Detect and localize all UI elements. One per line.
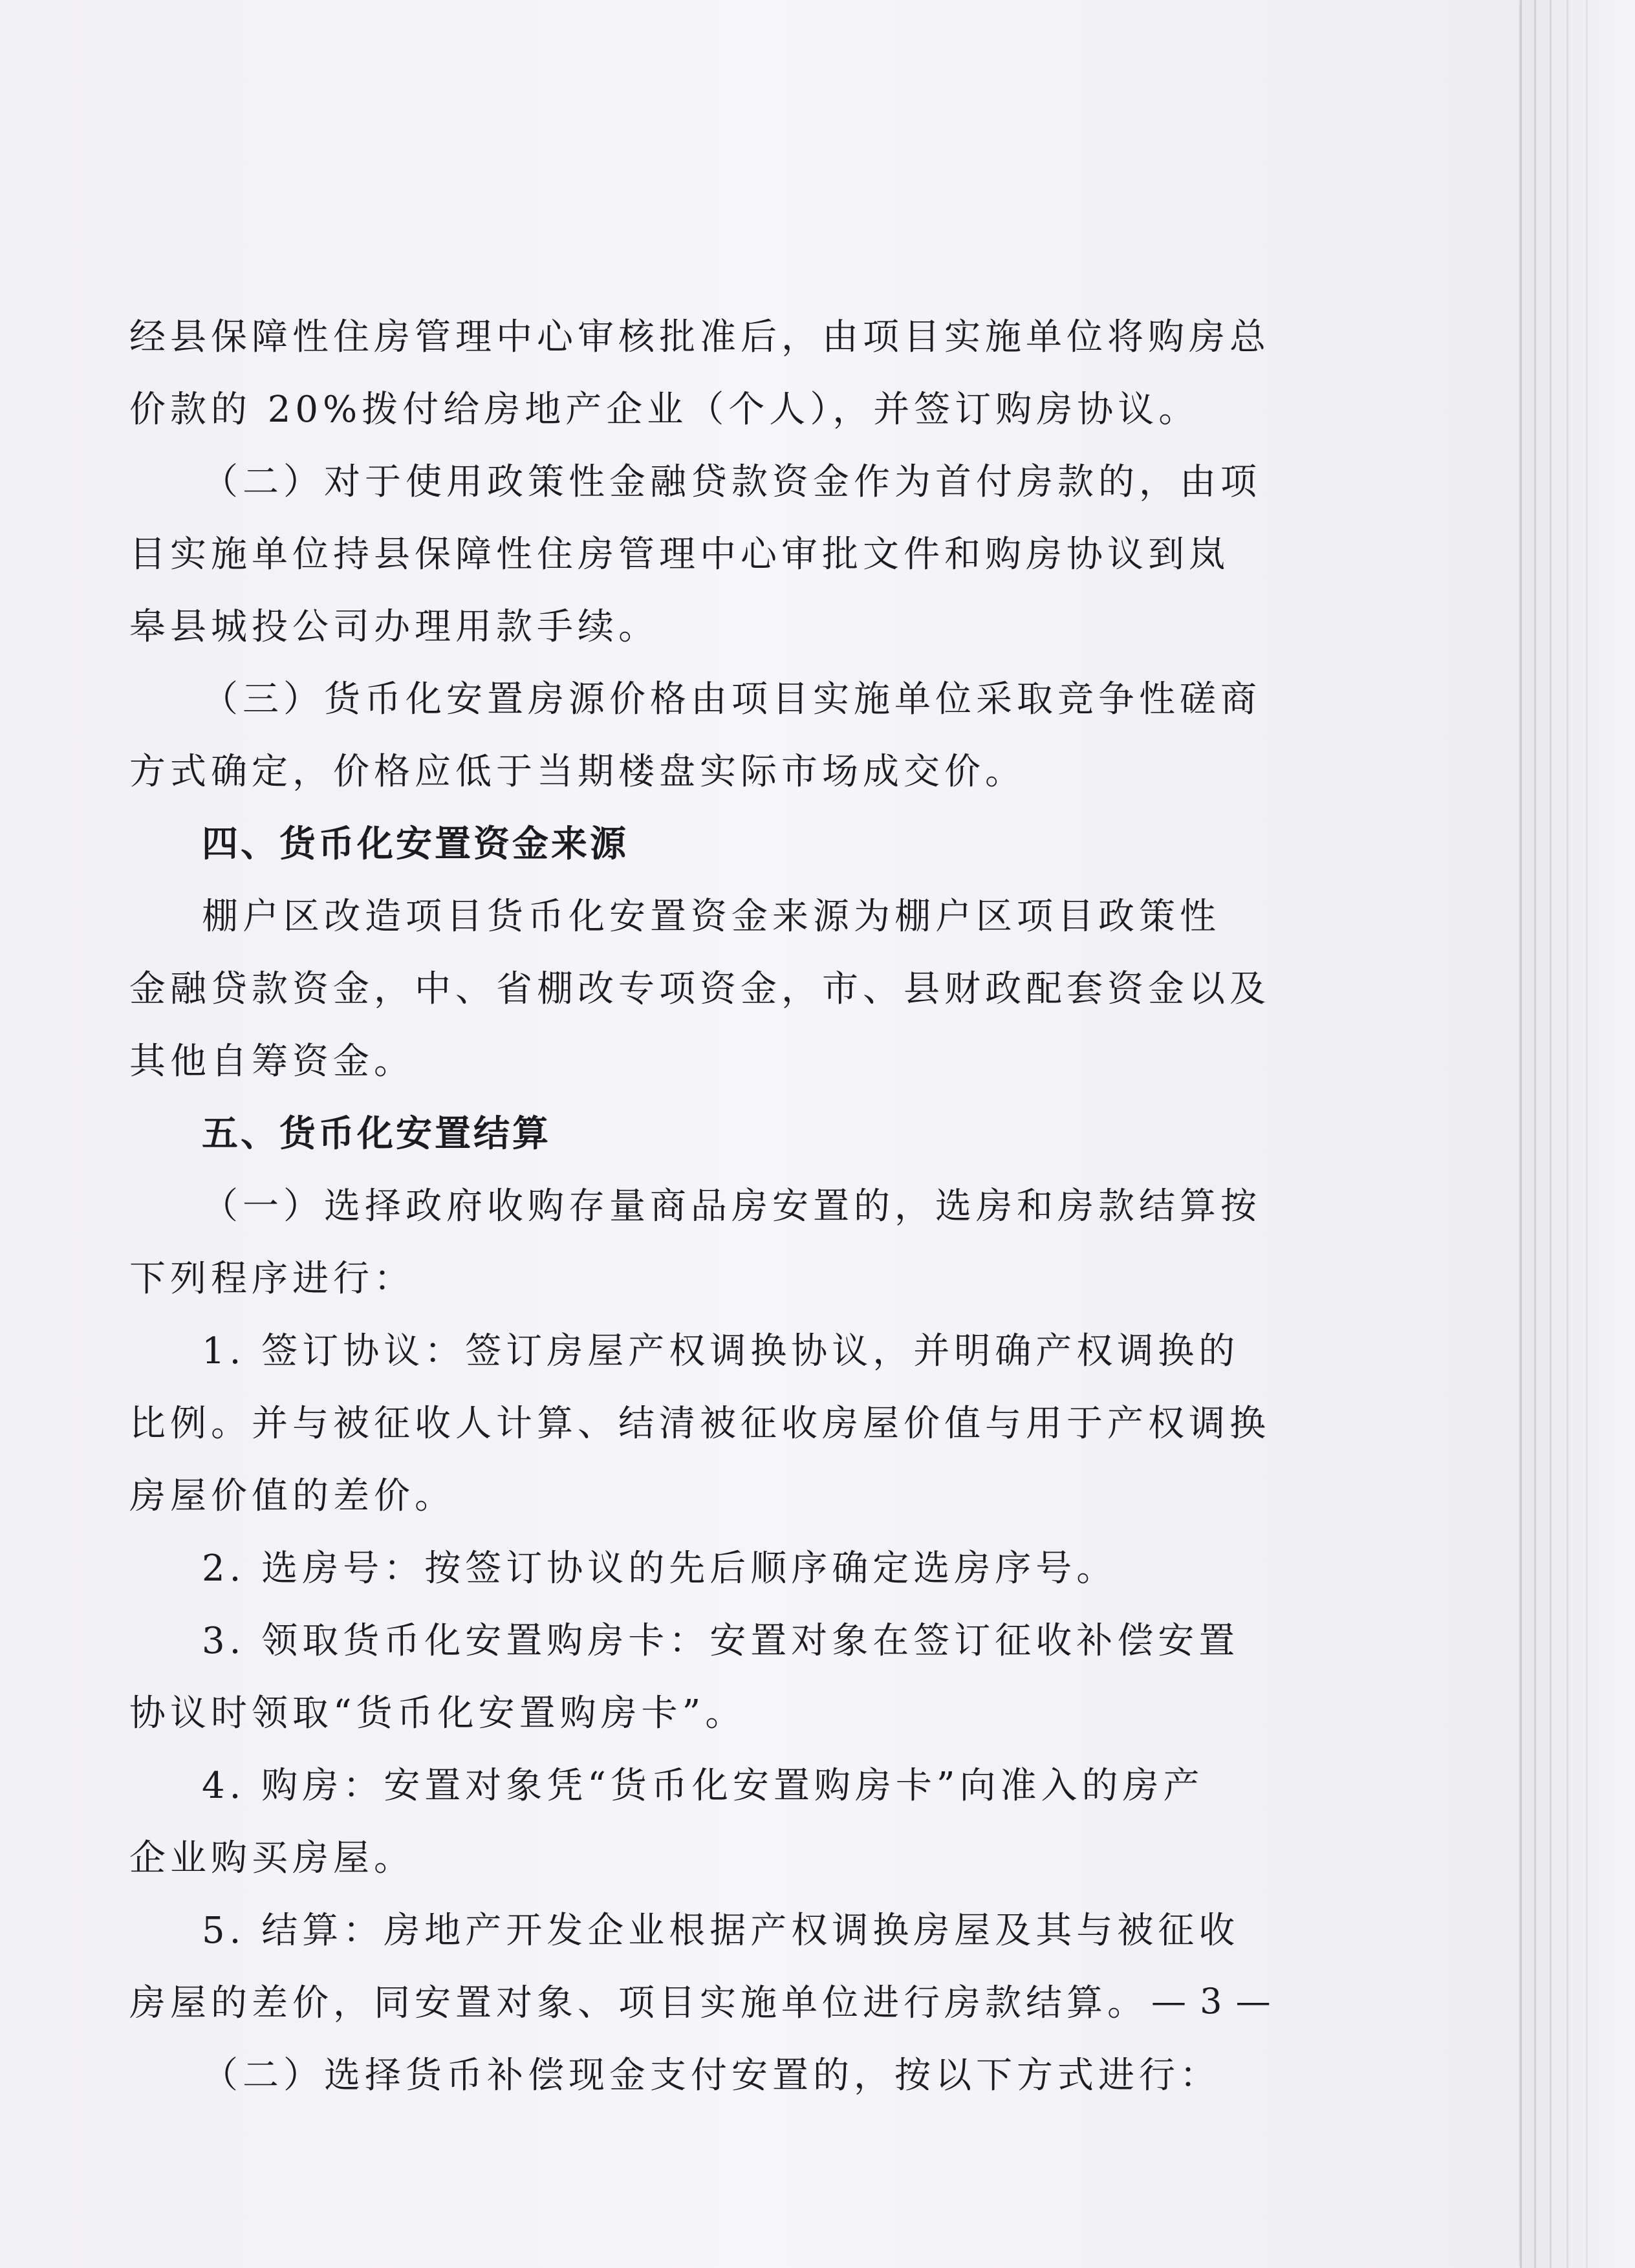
section-heading-funding-source: 四、货币化安置资金来源 bbox=[202, 823, 629, 865]
body-line-19: 3. 领取货币化安置购房卡：安置对象在签订征收补偿安置 bbox=[202, 1620, 1240, 1662]
section-heading-settlement: 五、货币化安置结算 bbox=[202, 1113, 551, 1155]
body-line-1: 经县保障性住房管理中心审核批准后，由项目实施单位将购房总 bbox=[129, 316, 1270, 358]
body-line-25: （二）选择货币补偿现金支付安置的，按以下方式进行： bbox=[202, 2055, 1220, 2097]
page-edge-line bbox=[1586, 0, 1588, 2268]
page-edge-line bbox=[1520, 0, 1522, 2268]
body-line-17: 房屋价值的差价。 bbox=[129, 1475, 455, 1517]
page-edge-line bbox=[1550, 0, 1552, 2268]
body-line-21: 4. 购房：安置对象凭“货币化安置购房卡”向准入的房产 bbox=[202, 1765, 1204, 1807]
body-line-5: 皋县城投公司办理用款手续。 bbox=[129, 606, 659, 648]
body-line-7: 方式确定，价格应低于当期楼盘实际市场成交价。 bbox=[129, 751, 1026, 793]
body-line-11: 其他自筹资金。 bbox=[129, 1041, 415, 1083]
body-line-20: 协议时领取“货币化安置购房卡”。 bbox=[129, 1692, 746, 1734]
body-line-14: 下列程序进行： bbox=[129, 1258, 415, 1300]
body-line-3: （二）对于使用政策性金融贷款资金作为首付房款的，由项 bbox=[202, 461, 1261, 503]
body-line-4: 目实施单位持县保障性住房管理中心审批文件和购房协议到岚 bbox=[129, 534, 1229, 576]
body-line-16: 比例。并与被征收人计算、结清被征收房屋价值与用于产权调换 bbox=[129, 1403, 1270, 1445]
body-line-2: 价款的 20%拨付给房地产企业（个人），并签订购房协议。 bbox=[129, 389, 1200, 431]
document-body bbox=[129, 301, 1281, 2112]
body-line-23: 5. 结算：房地产开发企业根据产权调换房屋及其与被征收 bbox=[202, 1910, 1240, 1952]
body-line-9: 棚户区改造项目货币化安置资金来源为棚户区项目政策性 bbox=[202, 896, 1220, 938]
body-line-22: 企业购买房屋。 bbox=[129, 1837, 415, 1879]
body-line-6: （三）货币化安置房源价格由项目实施单位采取竞争性磋商 bbox=[202, 678, 1261, 720]
page-number: — 3 — bbox=[1151, 1981, 1272, 2022]
body-line-13: （一）选择政府收购存量商品房安置的，选房和房款结算按 bbox=[202, 1185, 1261, 1227]
body-line-24: 房屋的差价，同安置对象、项目实施单位进行房款结算。 bbox=[129, 1982, 1148, 2024]
body-line-10: 金融贷款资金，中、省棚改专项资金，市、县财政配套资金以及 bbox=[129, 968, 1270, 1010]
page-edge-line bbox=[1566, 0, 1568, 2268]
page-edge-line bbox=[1534, 0, 1536, 2268]
page-stack-edge bbox=[1521, 0, 1635, 2268]
body-line-15: 1. 签订协议：签订房屋产权调换协议，并明确产权调换的 bbox=[202, 1330, 1240, 1372]
body-line-18: 2. 选房号：按签订协议的先后顺序确定选房序号。 bbox=[202, 1548, 1118, 1590]
